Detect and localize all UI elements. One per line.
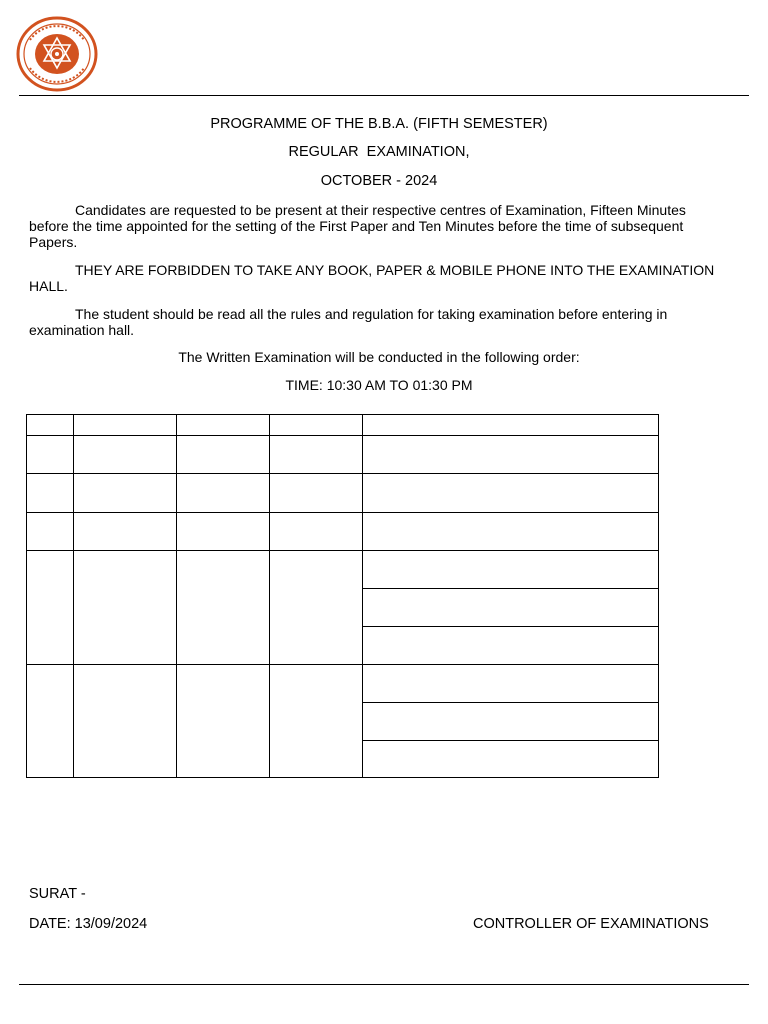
- table-cell: [74, 474, 177, 513]
- table-cell: [27, 415, 74, 436]
- table-cell: [270, 513, 363, 551]
- table-cell: [27, 665, 74, 778]
- para1-text: Candidates are requested to be present at their respective centres of Examination, Fifteen Minutes before the time appointed for the setting of the First Paper and Ten Minutes before the time of subsequent Papers.: [29, 202, 686, 250]
- table-cell: [270, 436, 363, 474]
- table-cell: [363, 589, 659, 627]
- table-cell: [270, 551, 363, 665]
- table-cell: [27, 513, 74, 551]
- table-row: [27, 551, 659, 589]
- issue-date: DATE: 13/09/2024: [29, 916, 148, 932]
- university-seal-logo: [16, 16, 98, 92]
- table-row: [27, 474, 659, 513]
- table-cell: [27, 551, 74, 665]
- table-cell: [363, 665, 659, 703]
- table-cell: [270, 665, 363, 778]
- table-cell: [270, 474, 363, 513]
- exam-schedule-table: [26, 414, 659, 778]
- controller-signatory: CONTROLLER OF EXAMINATIONS: [473, 916, 709, 932]
- para3-text: The student should be read all the rules and regulation for taking examination before entering in examination hall.: [29, 306, 668, 338]
- table-cell: [177, 551, 270, 665]
- table-cell: [363, 513, 659, 551]
- table-cell: [74, 436, 177, 474]
- table-cell: [177, 436, 270, 474]
- table-cell: [363, 741, 659, 778]
- table-cell: [177, 415, 270, 436]
- table-cell: [27, 474, 74, 513]
- table-cell: [363, 474, 659, 513]
- table-cell: [363, 703, 659, 741]
- para2-text: THEY ARE FORBIDDEN TO TAKE ANY BOOK, PAPER & MOBILE PHONE INTO THE EXAMINATION HALL.: [29, 262, 715, 294]
- table-row: [27, 665, 659, 703]
- table-cell: [270, 415, 363, 436]
- instructions-paragraph-1: [29, 202, 729, 250]
- table-cell: [74, 551, 177, 665]
- order-statement: The Written Examination will be conducted in the following order:: [178, 349, 580, 365]
- table-cell: [74, 513, 177, 551]
- table-header-row: [27, 415, 659, 436]
- table-cell: [74, 415, 177, 436]
- footer-divider: [19, 984, 749, 985]
- table-cell: [177, 513, 270, 551]
- table-cell: [363, 415, 659, 436]
- table-cell: [363, 436, 659, 474]
- instructions-paragraph-3: [29, 306, 729, 338]
- table-cell: [177, 474, 270, 513]
- table-cell: [363, 551, 659, 589]
- header-divider: [19, 95, 749, 96]
- instructions-paragraph-2: [29, 262, 729, 294]
- place-label: SURAT -: [29, 886, 86, 902]
- exam-time: TIME: 10:30 AM TO 01:30 PM: [285, 377, 473, 393]
- table-row: [27, 436, 659, 474]
- table-cell: [74, 665, 177, 778]
- table-cell: [363, 627, 659, 665]
- examination-month: OCTOBER - 2024: [320, 173, 438, 189]
- table-row: [27, 513, 659, 551]
- table-cell: [177, 665, 270, 778]
- programme-title: PROGRAMME OF THE B.B.A. (FIFTH SEMESTER): [210, 116, 548, 132]
- table-cell: [27, 436, 74, 474]
- examination-type: REGULAR EXAMINATION,: [288, 144, 470, 160]
